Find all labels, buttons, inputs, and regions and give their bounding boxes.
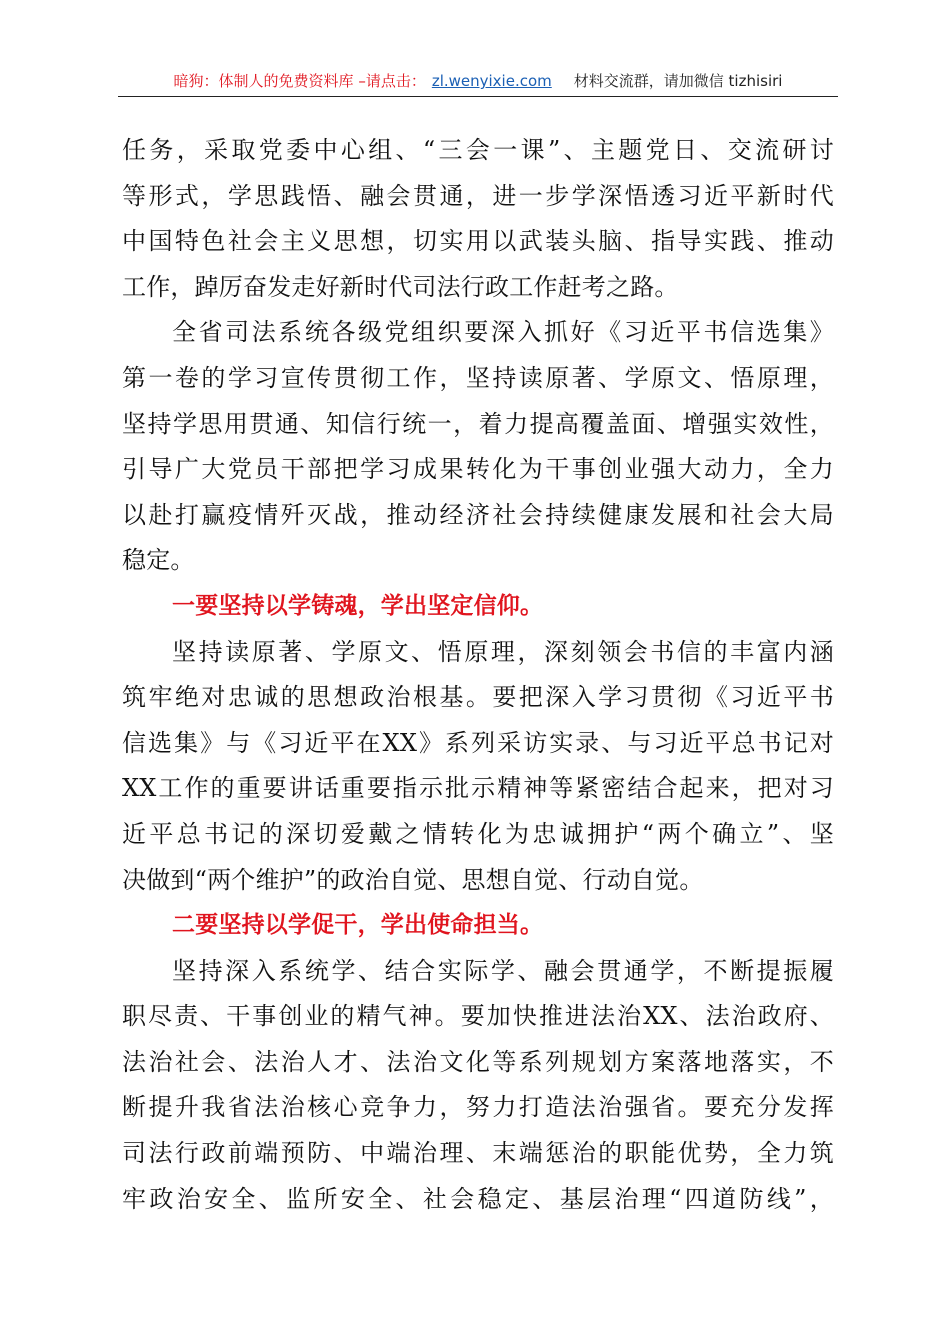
text-line: 中国特色社会主义思想，切实用以武装头脑、指导实践、推动 <box>122 227 834 256</box>
text-line: 工作，踔厉奋发走好新时代司法行政工作赶考之路。 <box>122 272 679 301</box>
site-url-link[interactable]: zl.wenyixie.com <box>431 72 552 90</box>
paragraph <box>122 949 834 1223</box>
text-line: 法治社会、法治人才、法治文化等系列规划方案落地落实，不 <box>122 1047 834 1076</box>
document-body <box>122 128 834 1222</box>
section-heading: 一要坚持以学铸魂，学出坚定信仰。 <box>172 592 544 619</box>
paragraph <box>122 310 834 584</box>
text-line: 等形式，学思践悟、融会贯通，进一步学深悟透习近平新时代 <box>122 181 834 210</box>
section-heading: 二要坚持以学促干，学出使命担当。 <box>172 912 544 939</box>
text-line: 坚持学思用贯通、知信行统一，着力提高覆盖面、增强实效性， <box>122 409 834 438</box>
text-line: 坚持深入系统学、结合实际学、融会贯通学，不断提振履 <box>172 956 834 985</box>
text-line: 信选集》与《习近平在XX》系列采访实录、与习近平总书记对 <box>122 728 834 757</box>
text-line: 任务，采取党委中心组、“三会一课”、主题党日、交流研讨 <box>122 136 834 164</box>
site-label: 暗狗：体制人的免费资料库 –请点击： <box>173 72 426 90</box>
text-line: XX工作的重要讲话重要指示批示精神等紧密结合起来，把对习 <box>122 774 834 803</box>
text-line: 牢政治安全、监所安全、社会稳定、基层治理“四道防线”， <box>122 1184 834 1213</box>
text-line: 决做到“两个维护”的政治自觉、思想自觉、行动自觉。 <box>122 865 704 894</box>
text-line: 稳定。 <box>122 546 195 575</box>
text-line: 以赴打赢疫情歼灭战，推动经济社会持续健康发展和社会大局 <box>122 500 834 529</box>
text-line: 近平总书记的深切爱戴之情转化为忠诚拥护“两个确立”、坚 <box>122 819 834 848</box>
text-line: 全省司法系统各级党组织要深入抓好《习近平书信选集》 <box>172 318 834 347</box>
text-line: 引导广大党员干部把学习成果转化为干事创业强大动力，全力 <box>122 455 834 484</box>
text-line: 坚持读原著、学原文、悟原理，深刻领会书信的丰富内涵 <box>172 637 834 666</box>
page-header <box>118 66 838 97</box>
text-line: 第一卷的学习宣传贯彻工作，坚持读原著、学原文、悟原理， <box>122 363 834 392</box>
text-line: 筑牢绝对忠诚的思想政治根基。要把深入学习贯彻《习近平书 <box>122 683 834 712</box>
text-line: 断提升我省法治核心竞争力，努力打造法治强省。要充分发挥 <box>122 1093 834 1122</box>
text-line: 司法行政前端预防、中端治理、末端惩治的职能优势，全力筑 <box>122 1139 834 1168</box>
text-line: 职尽责、干事创业的精气神。要加快推进法治XX、法治政府、 <box>122 1002 834 1031</box>
contact-info: 材料交流群，请加微信 tizhisiri <box>573 72 783 90</box>
paragraph <box>122 128 834 310</box>
paragraph <box>122 630 834 904</box>
